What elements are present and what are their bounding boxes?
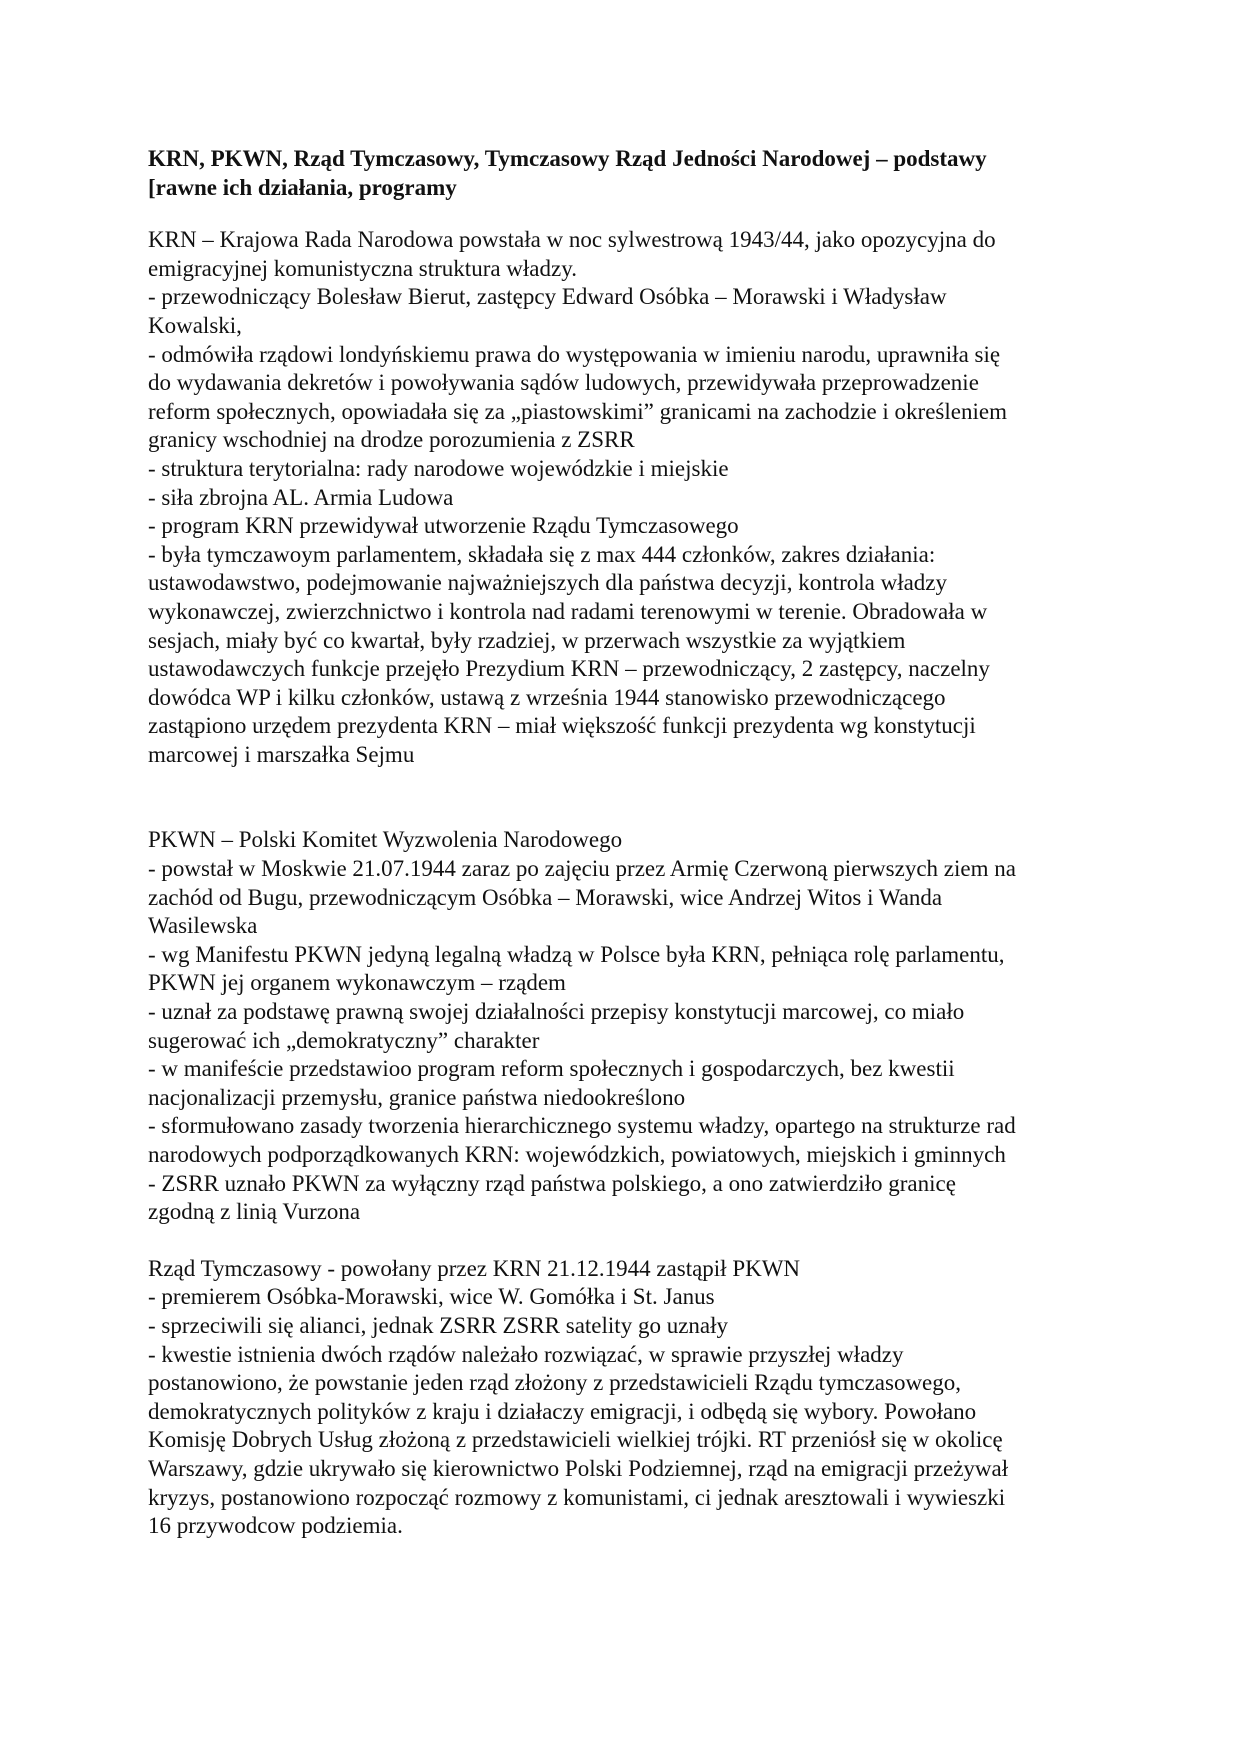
pkwn-line: zachód od Bugu, przewodniczącym Osóbka – Morawski, wice Andrzej Witos i Wanda (148, 884, 943, 910)
document-title (148, 145, 1098, 202)
rzad-tymczasowy-section (148, 1255, 1098, 1541)
pkwn-line: PKWN – Polski Komitet Wyzwolenia Narodowego (148, 827, 623, 853)
section-spacer (148, 1227, 1098, 1255)
krn-line: ustawodawczych funkcje przejęło Prezydium KRN – przewodniczący, 2 zastępcy, naczelny (148, 656, 990, 682)
krn-line: - siła zbrojna AL. Armia Ludowa (148, 484, 454, 510)
rt-line: 16 przywodcow podziemia. (148, 1513, 403, 1539)
krn-line: zastąpiono urzędem prezydenta KRN – miał większość funkcji prezydenta wg konstytucji (148, 713, 976, 739)
krn-line: do wydawania dekretów i powoływania sądów ludowych, przewidywała przeprowadzenie (148, 370, 979, 396)
pkwn-line: Wasilewska (148, 913, 258, 939)
krn-line: reform społecznych, opowiadała się za „piastowskimi” granicami na zachodzie i określeniem (148, 398, 1007, 424)
krn-line: - program KRN przewidywał utworzenie Rządu Tymczasowego (148, 513, 739, 539)
krn-line: granicy wschodniej na drodze porozumienia z ZSRR (148, 427, 635, 453)
section-spacer (148, 769, 1098, 826)
pkwn-line: - powstał w Moskwie 21.07.1944 zaraz po zajęciu przez Armię Czerwoną pierwszych ziem na (148, 856, 1016, 882)
pkwn-line: nacjonalizacji przemysłu, granice państwa niedookreślono (148, 1084, 686, 1110)
pkwn-line: - wg Manifestu PKWN jedyną legalną władzą w Polsce była KRN, pełniąca rolę parlamentu, (148, 941, 1005, 967)
krn-line: sesjach, miały być co kwartał, były rzadziej, w przerwach wszystkie za wyjątkiem (148, 627, 906, 653)
pkwn-line: - w manifeście przedstawioo program reform społecznych i gospodarczych, bez kwestii (148, 1056, 955, 1082)
pkwn-section (148, 826, 1098, 1226)
pkwn-line: - uznał za podstawę prawną swojej działalności przepisy konstytucji marcowej, co miało (148, 999, 965, 1025)
krn-section (148, 226, 1098, 769)
rt-line: demokratycznych polityków z kraju i działaczy emigracji, i odbędą się wybory. Powołano (148, 1398, 977, 1424)
krn-line: - odmówiła rządowi londyńskiemu prawa do występowania w imieniu narodu, uprawniła się (148, 341, 1001, 367)
document-page (148, 145, 1098, 1541)
krn-line: ustawodawstwo, podejmowanie najważniejszych dla państwa decyzji, kontrola władzy (148, 570, 948, 596)
rt-line: kryzys, postanowiono rozpocząć rozmowy z komunistami, ci jednak aresztowali i wywieszki (148, 1484, 1006, 1510)
krn-line: dowódca WP i kilku członków, ustawą z września 1944 stanowisko przewodniczącego (148, 684, 946, 710)
krn-line: marcowej i marszałka Sejmu (148, 741, 415, 767)
rt-line: Warszawy, gdzie ukrywało się kierownictwo Polski Podziemnej, rząd na emigracji przeżywał (148, 1455, 1009, 1481)
rt-line: - sprzeciwili się alianci, jednak ZSRR ZSRR satelity go uznały (148, 1312, 728, 1338)
krn-line: wykonawczej, zwierzchnictwo i kontrola nad radami terenowymi w terenie. Obradowała w (148, 598, 988, 624)
pkwn-line: - ZSRR uznało PKWN za wyłączny rząd państwa polskiego, a ono zatwierdziło granicę (148, 1170, 956, 1196)
krn-line: - struktura terytorialna: rady narodowe wojewódzkie i miejskie (148, 455, 729, 481)
pkwn-line: narodowych podporządkowanych KRN: wojewódzkich, powiatowych, miejskich i gminnych (148, 1142, 1006, 1167)
pkwn-line: zgodną z linią Vurzona (148, 1199, 361, 1225)
rt-line: Rząd Tymczasowy - powołany przez KRN 21.12.1944 zastąpił PKWN (148, 1255, 801, 1281)
rt-line: Komisję Dobrych Usług złożoną z przedstawicieli wielkiej trójki. RT przeniósł się w okolicę (148, 1427, 1003, 1453)
krn-line: Kowalski, (148, 312, 242, 338)
krn-line: - przewodniczący Bolesław Bierut, zastępcy Edward Osóbka – Morawski i Władysław (148, 284, 947, 310)
pkwn-line: sugerować ich „demokratyczny” charakter (148, 1027, 540, 1053)
rt-line: postanowiono, że powstanie jeden rząd złożony z przedstawicieli Rządu tymczasowego, (148, 1370, 962, 1396)
title-line: [rawne ich działania, programy (148, 174, 457, 200)
pkwn-line: PKWN jej organem wykonawczym – rządem (148, 970, 566, 996)
rt-line: - kwestie istnienia dwóch rządów należało rozwiązać, w sprawie przyszłej władzy (148, 1341, 904, 1367)
title-line: KRN, PKWN, Rząd Tymczasowy, Tymczasowy Rząd Jedności Narodowej – podstawy (148, 146, 987, 171)
krn-line: emigracyjnej komunistyczna struktura władzy. (148, 255, 577, 281)
krn-line: - była tymczawoym parlamentem, składała się z max 444 członków, zakres działania: (148, 541, 936, 567)
rt-line: - premierem Osóbka-Morawski, wice W. Gomółka i St. Janus (148, 1284, 715, 1310)
pkwn-line: - sformułowano zasady tworzenia hierarchicznego systemu władzy, opartego na strukturze rad (148, 1113, 1016, 1139)
krn-line: KRN – Krajowa Rada Narodowa powstała w noc sylwestrową 1943/44, jako opozycyjna do (148, 227, 996, 253)
